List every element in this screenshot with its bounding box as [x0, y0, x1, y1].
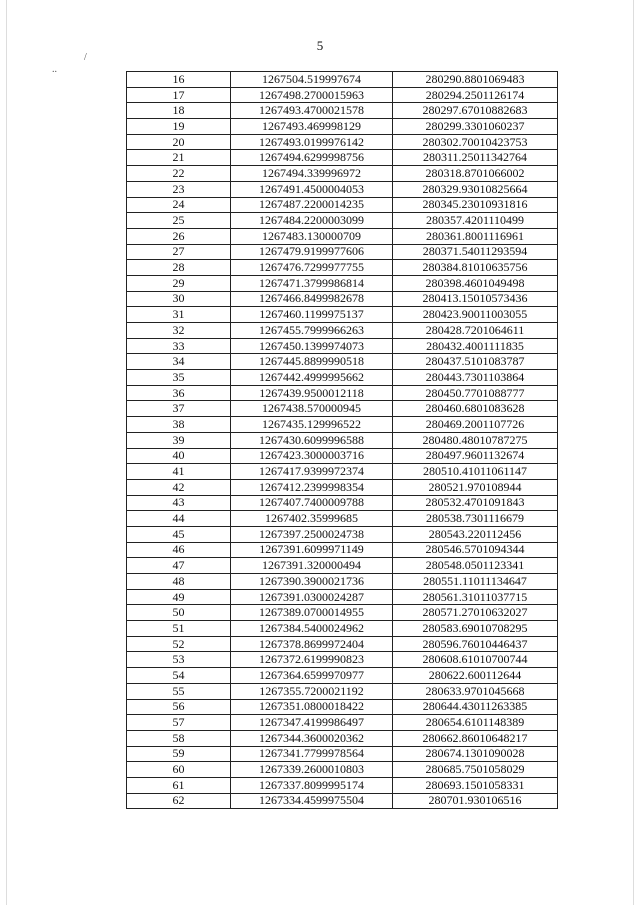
point-number-cell: 17	[127, 87, 231, 103]
x-coordinate-cell: 1267504.519997674	[231, 72, 393, 88]
point-number-cell: 30	[127, 291, 231, 307]
y-coordinate-cell: 280290.8801069483	[393, 72, 558, 88]
y-coordinate-cell: 280654.6101148389	[393, 715, 558, 731]
table-row	[127, 275, 558, 291]
x-coordinate-cell: 1267493.4700021578	[231, 103, 393, 119]
x-coordinate-cell: 1267491.4500004053	[231, 181, 393, 197]
x-coordinate-cell: 1267391.6099971149	[231, 542, 393, 558]
table-row	[127, 574, 558, 590]
x-coordinate-cell: 1267389.0700014955	[231, 605, 393, 621]
table-row	[127, 228, 558, 244]
point-number-cell: 53	[127, 652, 231, 668]
point-number-cell: 41	[127, 464, 231, 480]
point-number-cell: 49	[127, 589, 231, 605]
x-coordinate-cell: 1267438.570000945	[231, 401, 393, 417]
x-coordinate-cell: 1267407.7400009788	[231, 495, 393, 511]
page-number: 5	[316, 38, 324, 53]
point-number-cell: 45	[127, 526, 231, 542]
y-coordinate-cell: 280443.7301103864	[393, 370, 558, 386]
y-coordinate-cell: 280608.61010700744	[393, 652, 558, 668]
x-coordinate-cell: 1267341.7799978564	[231, 746, 393, 762]
page-edge-right	[633, 0, 634, 905]
table-row	[127, 589, 558, 605]
y-coordinate-cell: 280551.11011134647	[393, 574, 558, 590]
point-number-cell: 21	[127, 150, 231, 166]
y-coordinate-cell: 280532.4701091843	[393, 495, 558, 511]
y-coordinate-cell: 280571.27010632027	[393, 605, 558, 621]
point-number-cell: 56	[127, 699, 231, 715]
table-row	[127, 715, 558, 731]
x-coordinate-cell: 1267412.2399998354	[231, 479, 393, 495]
x-coordinate-cell: 1267466.8499982678	[231, 291, 393, 307]
y-coordinate-cell: 280329.93010825664	[393, 181, 558, 197]
table-row	[127, 291, 558, 307]
table-row	[127, 181, 558, 197]
table-row	[127, 526, 558, 542]
table-row	[127, 730, 558, 746]
y-coordinate-cell: 280538.7301116679	[393, 511, 558, 527]
point-number-cell: 62	[127, 793, 231, 809]
table-row	[127, 134, 558, 150]
table-row	[127, 354, 558, 370]
table-row	[127, 793, 558, 809]
table-row	[127, 464, 558, 480]
point-number-cell: 40	[127, 448, 231, 464]
table-row	[127, 213, 558, 229]
y-coordinate-cell: 280662.86010648217	[393, 730, 558, 746]
x-coordinate-cell: 1267390.3900021736	[231, 574, 393, 590]
point-number-cell: 50	[127, 605, 231, 621]
y-coordinate-cell: 280546.5701094344	[393, 542, 558, 558]
x-coordinate-cell: 1267344.3600020362	[231, 730, 393, 746]
y-coordinate-cell: 280294.2501126174	[393, 87, 558, 103]
table-row	[127, 166, 558, 182]
coordinates-table	[126, 71, 558, 809]
x-coordinate-cell: 1267445.8899990518	[231, 354, 393, 370]
table-row	[127, 479, 558, 495]
point-number-cell: 35	[127, 370, 231, 386]
y-coordinate-cell: 280398.4601049498	[393, 275, 558, 291]
y-coordinate-cell: 280497.9601132674	[393, 448, 558, 464]
table-row	[127, 307, 558, 323]
point-number-cell: 47	[127, 558, 231, 574]
point-number-cell: 25	[127, 213, 231, 229]
point-number-cell: 31	[127, 307, 231, 323]
x-coordinate-cell: 1267417.9399972374	[231, 464, 393, 480]
y-coordinate-cell: 280596.76010446437	[393, 636, 558, 652]
y-coordinate-cell: 280622.600112644	[393, 668, 558, 684]
table-row	[127, 338, 558, 354]
table-row	[127, 401, 558, 417]
table-row	[127, 323, 558, 339]
point-number-cell: 32	[127, 323, 231, 339]
x-coordinate-cell: 1267498.2700015963	[231, 87, 393, 103]
x-coordinate-cell: 1267494.339996972	[231, 166, 393, 182]
x-coordinate-cell: 1267384.5400024962	[231, 621, 393, 637]
x-coordinate-cell: 1267339.2600010803	[231, 762, 393, 778]
table-row	[127, 72, 558, 88]
x-coordinate-cell: 1267493.0199976142	[231, 134, 393, 150]
table-row	[127, 103, 558, 119]
x-coordinate-cell: 1267391.320000494	[231, 558, 393, 574]
table-row	[127, 605, 558, 621]
y-coordinate-cell: 280357.4201110499	[393, 213, 558, 229]
x-coordinate-cell: 1267439.9500012118	[231, 385, 393, 401]
table-row	[127, 777, 558, 793]
point-number-cell: 24	[127, 197, 231, 213]
point-number-cell: 39	[127, 432, 231, 448]
table-row	[127, 197, 558, 213]
point-number-cell: 48	[127, 574, 231, 590]
x-coordinate-cell: 1267430.6099996588	[231, 432, 393, 448]
x-coordinate-cell: 1267337.8099995174	[231, 777, 393, 793]
coordinates-table-body	[127, 72, 558, 809]
x-coordinate-cell: 1267487.2200014235	[231, 197, 393, 213]
point-number-cell: 38	[127, 417, 231, 433]
y-coordinate-cell: 280432.4001111835	[393, 338, 558, 354]
x-coordinate-cell: 1267484.2200003099	[231, 213, 393, 229]
table-row	[127, 621, 558, 637]
stray-mark: /	[84, 52, 87, 63]
x-coordinate-cell: 1267442.4999995662	[231, 370, 393, 386]
x-coordinate-cell: 1267397.2500024738	[231, 526, 393, 542]
table-row	[127, 432, 558, 448]
x-coordinate-cell: 1267494.6299998756	[231, 150, 393, 166]
point-number-cell: 19	[127, 119, 231, 135]
table-row	[127, 683, 558, 699]
point-number-cell: 33	[127, 338, 231, 354]
point-number-cell: 34	[127, 354, 231, 370]
point-number-cell: 16	[127, 72, 231, 88]
x-coordinate-cell: 1267347.4199986497	[231, 715, 393, 731]
x-coordinate-cell: 1267479.9199977606	[231, 244, 393, 260]
y-coordinate-cell: 280318.8701066002	[393, 166, 558, 182]
table-row	[127, 495, 558, 511]
table-row	[127, 511, 558, 527]
table-row	[127, 119, 558, 135]
point-number-cell: 43	[127, 495, 231, 511]
y-coordinate-cell: 280428.7201064611	[393, 323, 558, 339]
y-coordinate-cell: 280701.930106516	[393, 793, 558, 809]
y-coordinate-cell: 280521.970108944	[393, 479, 558, 495]
y-coordinate-cell: 280437.5101083787	[393, 354, 558, 370]
table-row	[127, 417, 558, 433]
y-coordinate-cell: 280480.48010787275	[393, 432, 558, 448]
x-coordinate-cell: 1267378.8699972404	[231, 636, 393, 652]
table-row	[127, 668, 558, 684]
point-number-cell: 20	[127, 134, 231, 150]
x-coordinate-cell: 1267460.1199975137	[231, 307, 393, 323]
x-coordinate-cell: 1267355.7200021192	[231, 683, 393, 699]
y-coordinate-cell: 280384.81010635756	[393, 260, 558, 276]
y-coordinate-cell: 280543.220112456	[393, 526, 558, 542]
x-coordinate-cell: 1267471.3799986814	[231, 275, 393, 291]
y-coordinate-cell: 280345.23010931816	[393, 197, 558, 213]
y-coordinate-cell: 280469.2001107726	[393, 417, 558, 433]
table-row	[127, 87, 558, 103]
x-coordinate-cell: 1267476.7299977755	[231, 260, 393, 276]
y-coordinate-cell: 280583.69010708295	[393, 621, 558, 637]
page-edge-left	[6, 0, 7, 905]
y-coordinate-cell: 280633.9701045668	[393, 683, 558, 699]
y-coordinate-cell: 280361.8001116961	[393, 228, 558, 244]
point-number-cell: 46	[127, 542, 231, 558]
point-number-cell: 36	[127, 385, 231, 401]
point-number-cell: 22	[127, 166, 231, 182]
point-number-cell: 44	[127, 511, 231, 527]
point-number-cell: 52	[127, 636, 231, 652]
y-coordinate-cell: 280685.7501058029	[393, 762, 558, 778]
point-number-cell: 37	[127, 401, 231, 417]
point-number-cell: 27	[127, 244, 231, 260]
y-coordinate-cell: 280548.0501123341	[393, 558, 558, 574]
y-coordinate-cell: 280674.1301090028	[393, 746, 558, 762]
y-coordinate-cell: 280423.90011003055	[393, 307, 558, 323]
y-coordinate-cell: 280561.31011037715	[393, 589, 558, 605]
y-coordinate-cell: 280644.43011263385	[393, 699, 558, 715]
table-row	[127, 636, 558, 652]
point-number-cell: 18	[127, 103, 231, 119]
table-row	[127, 652, 558, 668]
x-coordinate-cell: 1267483.130000709	[231, 228, 393, 244]
x-coordinate-cell: 1267364.6599970977	[231, 668, 393, 684]
x-coordinate-cell: 1267372.6199990823	[231, 652, 393, 668]
y-coordinate-cell: 280450.7701088777	[393, 385, 558, 401]
y-coordinate-cell: 280371.54011293594	[393, 244, 558, 260]
table-row	[127, 150, 558, 166]
y-coordinate-cell: 280311.25011342764	[393, 150, 558, 166]
point-number-cell: 60	[127, 762, 231, 778]
x-coordinate-cell: 1267450.1399974073	[231, 338, 393, 354]
table-row	[127, 558, 558, 574]
y-coordinate-cell: 280413.15010573436	[393, 291, 558, 307]
table-row	[127, 244, 558, 260]
y-coordinate-cell: 280693.1501058331	[393, 777, 558, 793]
y-coordinate-cell: 280297.67010882683	[393, 103, 558, 119]
table-row	[127, 370, 558, 386]
stray-mark: ..	[52, 64, 57, 75]
x-coordinate-cell: 1267391.0300024287	[231, 589, 393, 605]
y-coordinate-cell: 280299.3301060237	[393, 119, 558, 135]
x-coordinate-cell: 1267455.7999966263	[231, 323, 393, 339]
table-row	[127, 385, 558, 401]
table-row	[127, 746, 558, 762]
x-coordinate-cell: 1267402.35999685	[231, 511, 393, 527]
x-coordinate-cell: 1267493.469998129	[231, 119, 393, 135]
x-coordinate-cell: 1267351.0800018422	[231, 699, 393, 715]
x-coordinate-cell: 1267423.3000003716	[231, 448, 393, 464]
point-number-cell: 26	[127, 228, 231, 244]
table-row	[127, 260, 558, 276]
y-coordinate-cell: 280302.70010423753	[393, 134, 558, 150]
point-number-cell: 55	[127, 683, 231, 699]
point-number-cell: 29	[127, 275, 231, 291]
table-row	[127, 762, 558, 778]
point-number-cell: 58	[127, 730, 231, 746]
x-coordinate-cell: 1267334.4599975504	[231, 793, 393, 809]
y-coordinate-cell: 280460.6801083628	[393, 401, 558, 417]
point-number-cell: 61	[127, 777, 231, 793]
point-number-cell: 28	[127, 260, 231, 276]
point-number-cell: 59	[127, 746, 231, 762]
table-row	[127, 448, 558, 464]
point-number-cell: 57	[127, 715, 231, 731]
y-coordinate-cell: 280510.41011061147	[393, 464, 558, 480]
table-row	[127, 542, 558, 558]
point-number-cell: 51	[127, 621, 231, 637]
point-number-cell: 54	[127, 668, 231, 684]
table-row	[127, 699, 558, 715]
x-coordinate-cell: 1267435.129996522	[231, 417, 393, 433]
point-number-cell: 42	[127, 479, 231, 495]
point-number-cell: 23	[127, 181, 231, 197]
